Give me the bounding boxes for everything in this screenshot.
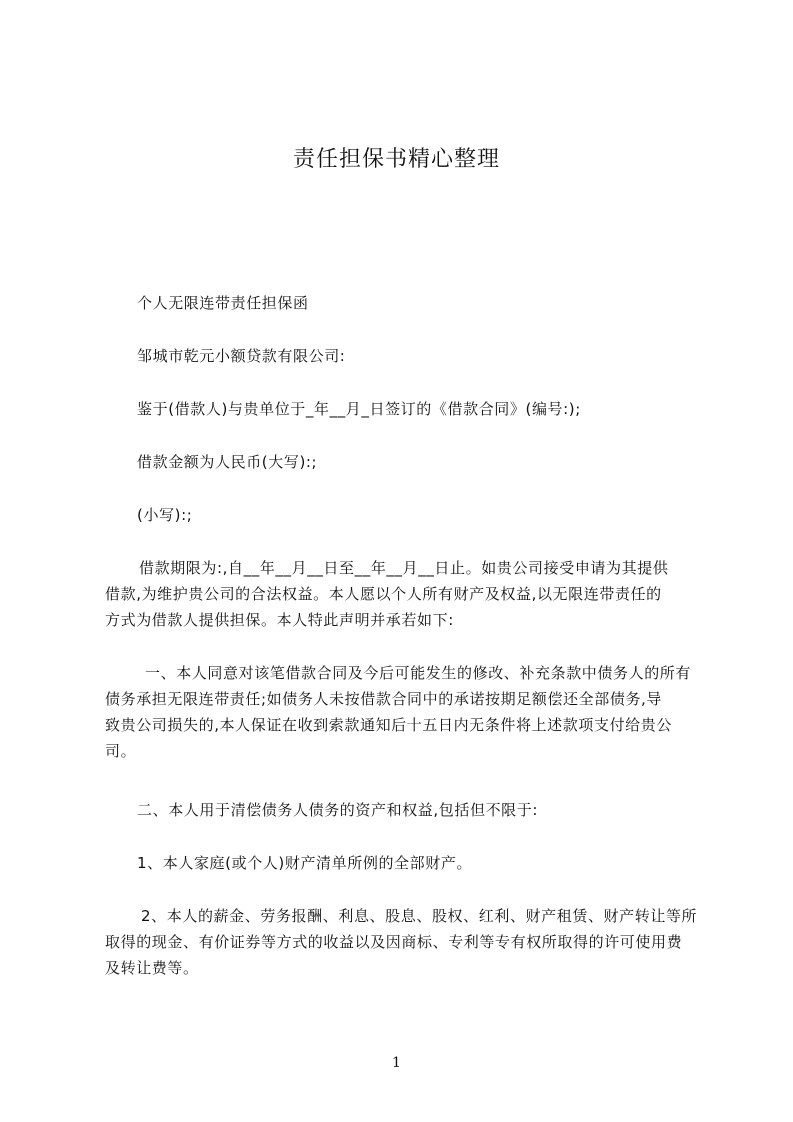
item-two-paragraph [105, 903, 705, 981]
amount-lower-paragraph: (小写):; [137, 506, 193, 524]
item-two-line: 及转让费等。 [105, 959, 199, 977]
clause-one-line: 司。 [105, 742, 137, 760]
amount-upper-paragraph: 借款金额为人民币(大写):; [137, 453, 318, 471]
clause-two-paragraph: 二、本人用于清偿债务人债务的资产和权益,包括但不限于: [137, 801, 539, 819]
loan-term-line: 借款,为维护贵公司的合法权益。本人愿以个人所有财产及权益,以无限连带责任的 [105, 585, 662, 603]
loan-term-paragraph [105, 555, 705, 633]
item-two-line: 取得的现金、有价证券等方式的收益以及因商标、专利等专有权所取得的许可使用费 [105, 933, 683, 951]
guarantee-heading: 个人无限连带责任担保函 [137, 294, 309, 312]
clause-one-line: 一、本人同意对该笔借款合同及今后可能发生的修改、补充条款中债务人的所有 [145, 664, 692, 682]
document-title: 责任担保书精心整理 [292, 147, 500, 172]
clause-one-line: 致贵公司损失的,本人保证在收到索款通知后十五日内无条件将上述款项支付给贵公 [105, 716, 672, 734]
page-number: 1 [392, 1055, 401, 1071]
loan-contract-paragraph: 鉴于(借款人)与贵单位于_年__月_日签订的《借款合同》(编号:); [137, 400, 581, 418]
item-two-line: 2、本人的薪金、劳务报酬、利息、股息、股权、红利、财产租赁、财产转让等所 [141, 907, 698, 925]
loan-term-line: 方式为借款人提供担保。本人特此声明并承若如下: [105, 611, 454, 629]
clause-one-paragraph [105, 660, 705, 764]
clause-one-line: 债务承担无限连带责任;如债务人未按借款合同中的承诺按期足额偿还全部债务,导 [105, 690, 663, 708]
item-one-paragraph: 1、本人家庭(或个人)财产清单所例的全部财产。 [137, 854, 473, 872]
addressee: 邹城市乾元小额贷款有限公司: [137, 347, 346, 365]
loan-term-line: 借款期限为:,自__年__月__日至__年__月__日止。如贵公司接受申请为其提供 [139, 559, 669, 577]
